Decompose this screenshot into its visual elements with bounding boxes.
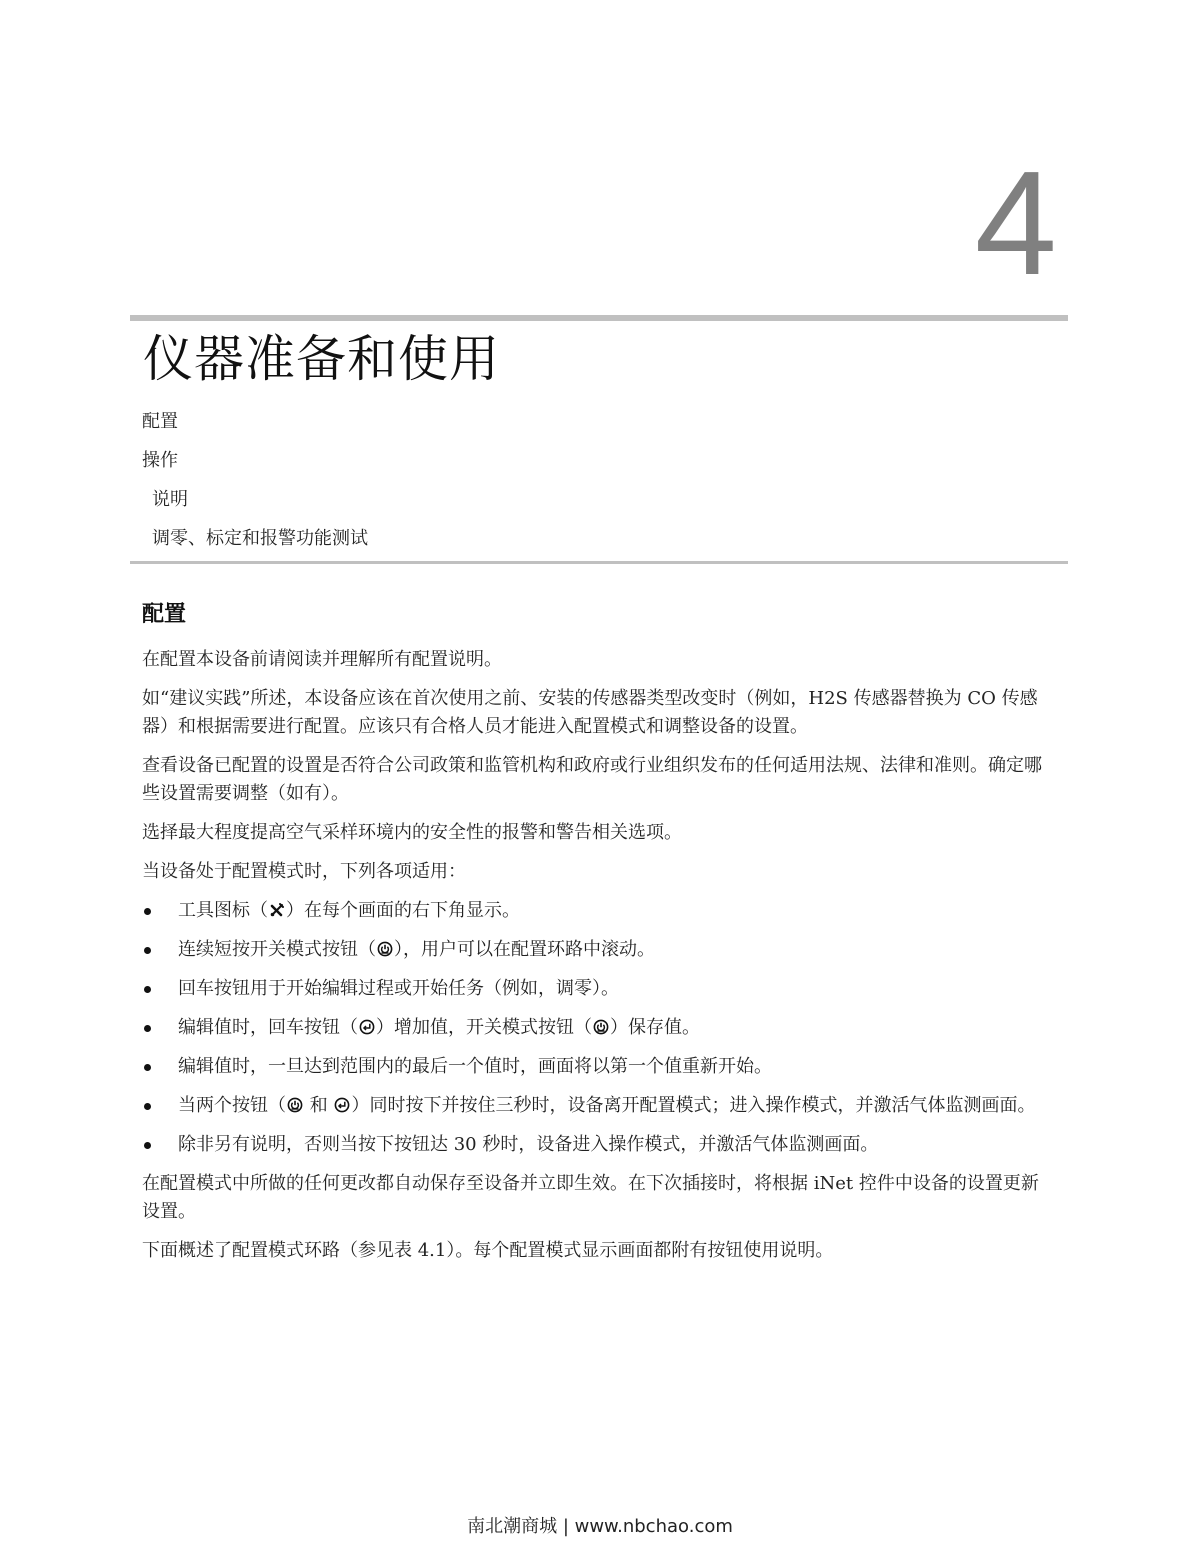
power-mode-button-icon [287, 1097, 303, 1113]
top-divider [130, 315, 1068, 321]
power-mode-button-icon [593, 1019, 609, 1035]
enter-button-icon [334, 1097, 350, 1113]
chapter-number: 4 [974, 141, 1055, 306]
paragraph-intro: 在配置本设备前请阅读并理解所有配置说明。 [142, 649, 502, 670]
tool-icon [269, 902, 285, 918]
list-item: 除非另有说明，否则当按下按钮达 30 秒时，设备进入操作模式，并激活气体监测画面。 [142, 1131, 1052, 1158]
paragraph-alarm-options: 选择最大程度提高空气采样环境内的安全性的报警和警告相关选项。 [142, 822, 682, 843]
toc-item-configuration[interactable]: 配置 [142, 411, 178, 432]
section-heading: 配置 [142, 602, 187, 627]
chapter-title: 仪器准备和使用 [143, 330, 500, 388]
enter-button-icon [359, 1019, 375, 1035]
paragraph-best-practice: 如“建议实践”所述，本设备应该在首次使用之前、安装的传感器类型改变时（例如，H2S 传感器替换为 CO 传感器）和根据需要进行配置。应该只有合格人员才能进入配置模式和调整设备的设置。 [142, 688, 1038, 737]
chapter-contents [142, 402, 368, 558]
bullet-icon [144, 1064, 151, 1071]
paragraph-config-loop-overview: 下面概述了配置模式环路（参见表 4.1）。每个配置模式显示画面都附有按钮使用说明。 [142, 1240, 834, 1261]
power-mode-button-icon [377, 941, 393, 957]
toc-divider [130, 561, 1068, 564]
bullet-icon [144, 947, 151, 954]
toc-item-operation[interactable]: 操作 [142, 450, 178, 471]
paragraph-auto-save: 在配置模式中所做的任何更改都自动保存至设备并立即生效。在下次插接时，将根据 iNet 控件中设备的设置更新设置。 [142, 1173, 1039, 1222]
bullet-icon [144, 908, 151, 915]
footer-watermark: 南北潮商城 | www.nbchao.com [467, 1516, 733, 1537]
list-item: 编辑值时，回车按钮（ ）增加值，开关模式按钮（ ）保存值。 [142, 1014, 1052, 1041]
bullet-icon [144, 1025, 151, 1032]
paragraph-config-mode-rules: 当设备处于配置模式时，下列各项适用： [142, 861, 466, 882]
list-item: 工具图标（ ）在每个画面的右下角显示。 [142, 897, 1052, 924]
bullet-icon [144, 1103, 151, 1110]
toc-item-zero-calibration-bump-test[interactable]: 调零、标定和报警功能测试 [152, 528, 368, 549]
paragraph-compliance: 查看设备已配置的设置是否符合公司政策和监管机构和政府或行业组织发布的任何适用法规、法律和准则。确定哪些设置需要调整（如有）。 [142, 755, 1042, 804]
bullet-icon [144, 986, 151, 993]
list-item: 连续短按开关模式按钮（ ），用户可以在配置环路中滚动。 [142, 936, 1052, 963]
toc-item-instructions[interactable]: 说明 [152, 489, 188, 510]
bullet-icon [144, 1142, 151, 1149]
configuration-section [142, 598, 1052, 1276]
config-mode-rules-list [142, 897, 1052, 1158]
list-item: 编辑值时，一旦达到范围内的最后一个值时，画面将以第一个值重新开始。 [142, 1053, 1052, 1080]
list-item: 回车按钮用于开始编辑过程或开始任务（例如，调零）。 [142, 975, 1052, 1002]
list-item: 当两个按钮（ 和 ）同时按下并按住三秒时，设备离开配置模式；进入操作模式，并激活气体监测画面。 [142, 1092, 1052, 1119]
